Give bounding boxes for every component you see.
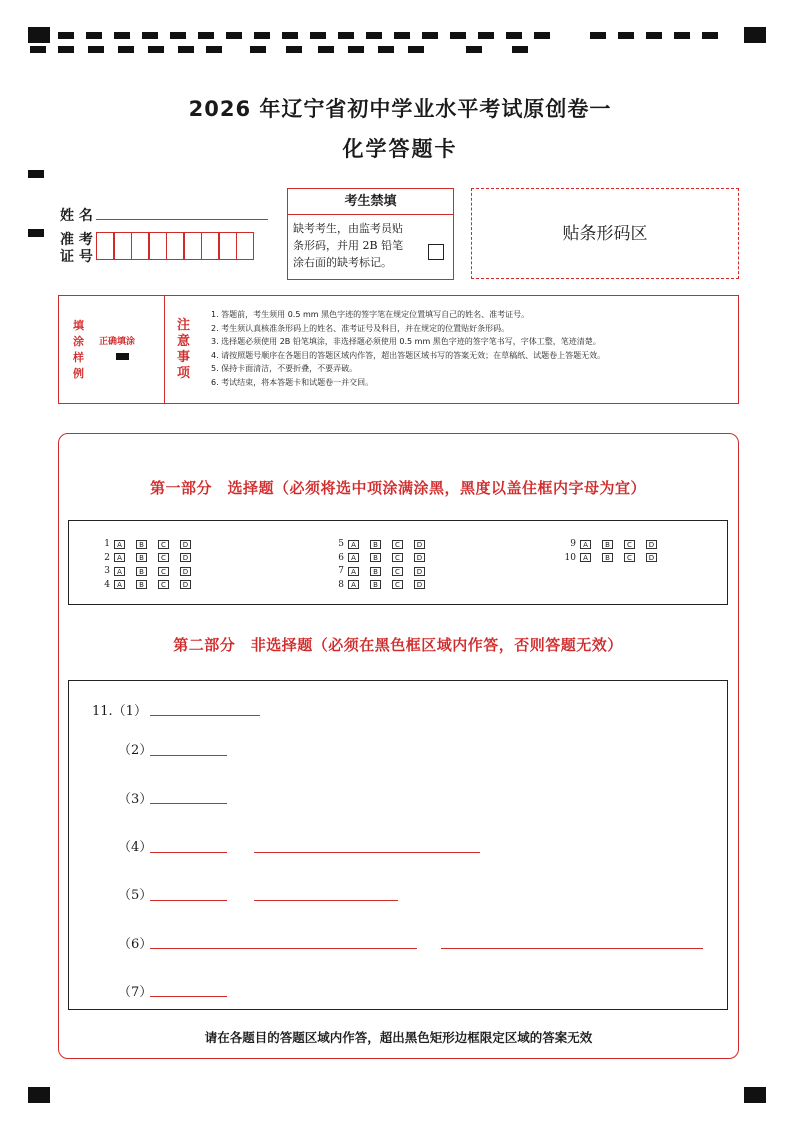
mc-question-row (562, 538, 668, 550)
timing-dash (198, 32, 214, 39)
mc-option-bubble[interactable]: D (646, 540, 657, 549)
q11-label: 11.（1） (92, 704, 147, 719)
q11-area (68, 680, 728, 1010)
mc-question-number: 4 (104, 579, 110, 590)
timing-dash (590, 32, 606, 39)
barcode-label: 贴条形码区 (562, 224, 648, 244)
mc-option-bubble[interactable]: C (158, 553, 169, 562)
correct-fill-label: 正确填涂 (99, 337, 136, 347)
q11-6-answer-line-2[interactable] (441, 948, 703, 949)
mc-question-number: 2 (104, 552, 110, 563)
mc-option-bubble[interactable]: A (348, 567, 359, 576)
footer-warning: 请在各题目的答题区域内作答，超出黑色矩形边框限定区域的答案无效 (204, 1030, 593, 1045)
q11-4-label: （4） (118, 840, 153, 855)
mc-question-row (562, 552, 668, 564)
mc-option-bubble[interactable]: C (392, 540, 403, 549)
mc-option-bubble[interactable]: D (646, 553, 657, 562)
q11-5-label: （5） (118, 888, 153, 903)
q11-4-answer-line-1[interactable] (150, 852, 227, 853)
mc-option-bubble[interactable]: B (136, 540, 147, 549)
mc-question-number: 6 (338, 552, 344, 563)
timing-dash (170, 32, 186, 39)
name-label: 姓 名 (60, 208, 93, 224)
mc-option-bubble[interactable]: C (392, 553, 403, 562)
notice-list (211, 308, 731, 389)
timing-dash (466, 46, 482, 53)
mc-question-row (330, 552, 436, 564)
mc-question-number: 5 (338, 539, 344, 549)
mc-question-number: 7 (338, 566, 344, 576)
timing-dash (86, 32, 102, 39)
notice-item: 1. 答题前，考生须用 0.5 mm 黑色字迹的签字笔在规定位置填写自己的姓名、准考证号。 (211, 310, 530, 319)
mc-option-bubble[interactable]: A (348, 580, 359, 589)
q11-1-answer-line[interactable] (150, 715, 260, 716)
timing-dash (254, 32, 270, 39)
mc-option-bubble[interactable]: B (136, 580, 147, 589)
timing-dash (506, 32, 522, 39)
q11-4-answer-line-2[interactable] (254, 852, 480, 853)
q11-5-answer-line-2[interactable] (254, 900, 398, 901)
timing-dash (702, 32, 718, 39)
timing-dash (534, 32, 550, 39)
timing-dash (58, 46, 74, 53)
timing-dash (58, 32, 74, 39)
notice-item: 2. 考生须认真核准条形码上的姓名、准考证号及科目，并在规定的位置贴好条形码。 (211, 323, 510, 333)
mc-option-bubble[interactable]: B (370, 580, 381, 589)
mc-option-bubble[interactable]: A (114, 553, 125, 562)
notice-item: 3. 选择题必须使用 2B 铅笔填涂，非选择题必须使用 0.5 mm 黑色字迹的签字笔书写，字体工整，笔迹清楚。 (211, 337, 601, 346)
timing-dash (618, 32, 634, 39)
mc-question-row (96, 565, 202, 577)
id-digit-box[interactable] (201, 232, 219, 260)
mc-option-bubble[interactable]: D (414, 540, 425, 549)
absent-box (287, 188, 454, 280)
timing-dash (450, 32, 466, 39)
timing-dash (348, 46, 364, 53)
mc-question-number: 3 (104, 566, 110, 576)
mc-question-row (330, 579, 436, 591)
mc-option-bubble[interactable]: D (414, 580, 425, 589)
timing-dash (394, 32, 410, 39)
q11-3-answer-line[interactable] (150, 803, 227, 804)
timing-dash (250, 46, 266, 53)
page-subtitle: 化学答题卡 (342, 137, 458, 161)
id-digit-box[interactable] (114, 232, 132, 260)
timing-dash (338, 32, 354, 39)
mc-option-bubble[interactable]: B (602, 553, 613, 562)
id-digit-box[interactable] (149, 232, 167, 260)
timing-dash (422, 32, 438, 39)
mc-question-number: 1 (104, 539, 110, 549)
timing-dash (88, 46, 104, 53)
mc-option-bubble[interactable]: D (180, 553, 191, 562)
mc-question-row (96, 538, 202, 550)
mc-option-bubble[interactable]: C (158, 580, 169, 589)
mc-option-bubble[interactable]: A (114, 540, 125, 549)
mc-option-bubble[interactable]: A (580, 540, 591, 549)
mc-option-bubble[interactable]: A (114, 580, 125, 589)
timing-dash (114, 32, 130, 39)
absent-text: 缺考考生，由监考员贴 条形码，并用 2B 铅笔 涂右面的缺考标记。 (293, 222, 404, 269)
timing-dash (310, 32, 326, 39)
q11-2-answer-line[interactable] (150, 755, 227, 756)
mc-option-bubble[interactable]: B (370, 540, 381, 549)
timing-dash (512, 46, 528, 53)
mc-option-bubble[interactable]: C (624, 553, 635, 562)
part2-title: 第二部分 非选择题（必须在黑色框区域内作答，否则答题无效） (173, 636, 623, 654)
id-digit-box[interactable] (131, 232, 149, 260)
timing-dash (282, 32, 298, 39)
q11-2-label: （2） (118, 743, 153, 758)
mc-option-bubble[interactable]: C (158, 567, 169, 576)
mc-question-row (96, 579, 202, 591)
mc-option-bubble[interactable]: B (602, 540, 613, 549)
timing-dash (366, 32, 382, 39)
mc-option-bubble[interactable]: A (348, 553, 359, 562)
q11-6-label: （6） (118, 937, 153, 952)
q11-3-label: （3） (118, 792, 153, 807)
page-title: 2026 年辽宁省初中学业水平考试原创卷一 (188, 97, 612, 121)
mc-question-row (330, 538, 436, 550)
name-field[interactable] (96, 219, 268, 220)
mc-option-bubble[interactable]: A (114, 567, 125, 576)
absent-mark-checkbox[interactable] (428, 244, 444, 260)
id-digit-box[interactable] (166, 232, 184, 260)
timing-dash (478, 32, 494, 39)
timing-dash (318, 46, 334, 53)
q11-7-answer-line[interactable] (150, 996, 227, 997)
timing-dash (408, 46, 424, 53)
timing-dash (286, 46, 302, 53)
q11-6-answer-line-1[interactable] (150, 948, 417, 949)
timing-dash (226, 32, 242, 39)
mc-option-bubble[interactable]: D (180, 567, 191, 576)
mc-option-bubble[interactable]: C (624, 540, 635, 549)
q11-5-answer-line-1[interactable] (150, 900, 227, 901)
instructions-box (58, 295, 739, 404)
mc-option-bubble[interactable]: A (348, 540, 359, 549)
mc-question-number: 9 (570, 539, 576, 549)
notice-item: 5. 保持卡面清洁，不要折叠，不要弄破。 (211, 364, 358, 373)
mc-option-bubble[interactable]: B (370, 567, 381, 576)
fill-sample-label: 填 涂 样 例 (73, 319, 84, 380)
notice-item: 6. 考试结束，将本答题卡和试题卷一并交回。 (211, 377, 374, 387)
mc-option-bubble[interactable]: D (414, 567, 425, 576)
mc-option-bubble[interactable]: C (392, 567, 403, 576)
timing-dash (148, 46, 164, 53)
part1-title: 第一部分 选择题（必须将选中项涂满涂黑，黑度以盖住框内字母为宜） (149, 479, 646, 497)
correct-fill-sample (116, 353, 129, 360)
id-digit-box[interactable] (219, 232, 237, 260)
mc-option-bubble[interactable]: C (392, 580, 403, 589)
id-digit-box[interactable] (184, 232, 202, 260)
absent-title: 考生禁填 (288, 189, 453, 215)
mc-option-bubble[interactable]: D (414, 553, 425, 562)
timing-dash (378, 46, 394, 53)
mc-option-bubble[interactable]: A (580, 553, 591, 562)
notice-item: 4. 请按照题号顺序在各题目的答题区域内作答，超出答题区域书写的答案无效；在草稿纸、试题卷上答题无效。 (211, 350, 606, 360)
notice-label: 注 意 事 项 (177, 318, 191, 381)
timing-dash (142, 32, 158, 39)
mc-option-bubble[interactable]: B (370, 553, 381, 562)
id-digit-box[interactable] (96, 232, 114, 260)
barcode-area (471, 188, 739, 279)
mc-question-number: 10 (564, 552, 576, 563)
q11-7-label: （7） (118, 985, 153, 1000)
timing-dash (178, 46, 194, 53)
id-label-2: 证 号 (60, 249, 93, 265)
mc-option-bubble[interactable]: C (158, 540, 169, 549)
timing-dash (30, 46, 46, 53)
id-label-1: 准 考 (60, 232, 93, 248)
mc-option-bubble[interactable]: D (180, 540, 191, 549)
timing-dash (118, 46, 134, 53)
mc-option-bubble[interactable]: B (136, 567, 147, 576)
mc-option-bubble[interactable]: B (136, 553, 147, 562)
mc-question-row (96, 552, 202, 564)
timing-dash (674, 32, 690, 39)
mc-question-number: 8 (338, 579, 344, 590)
timing-dash (646, 32, 662, 39)
mc-question-row (330, 565, 436, 577)
id-digit-box[interactable] (236, 232, 254, 260)
timing-dash (206, 46, 222, 53)
mc-option-bubble[interactable]: D (180, 580, 191, 589)
